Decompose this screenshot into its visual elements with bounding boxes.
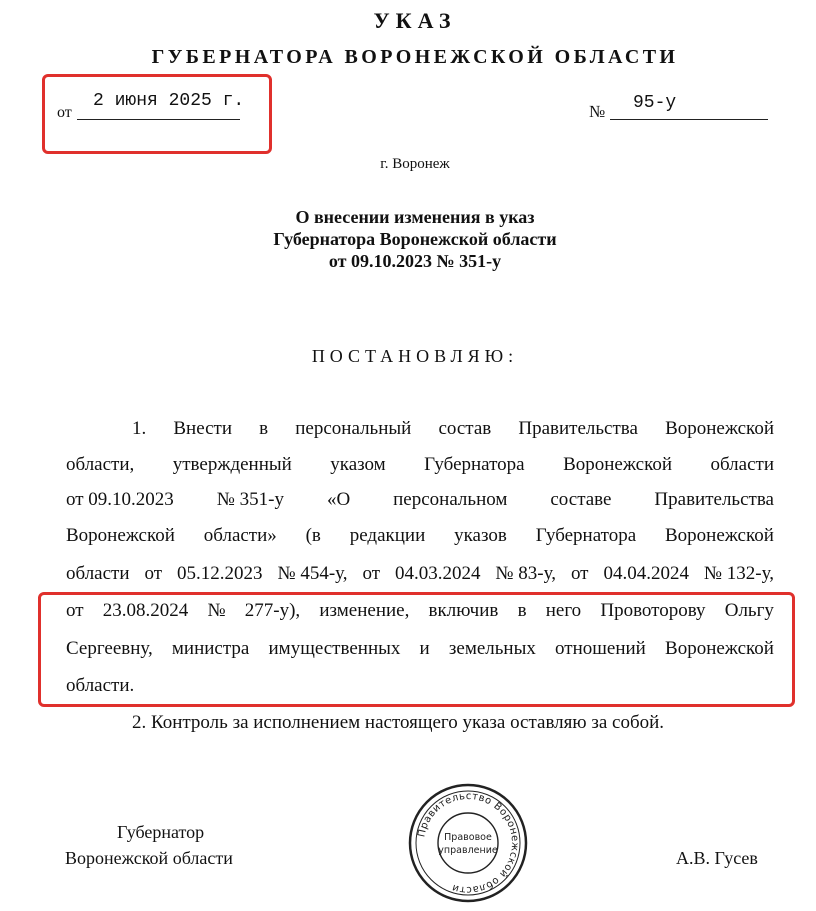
body-word: него bbox=[545, 600, 582, 621]
body-word: № 83-у, bbox=[495, 563, 556, 584]
title-line: О внесении изменения в указ bbox=[295, 207, 535, 227]
body-line bbox=[66, 563, 774, 585]
document-title bbox=[0, 206, 816, 272]
body-word: составе bbox=[550, 489, 612, 510]
body-word: № 454-у, bbox=[277, 563, 348, 584]
body-word: министра bbox=[171, 638, 250, 659]
body-word: от bbox=[144, 563, 163, 584]
city-label: г. Воронеж bbox=[380, 156, 450, 172]
stamp-ring-text: Правительство Воронежской области bbox=[416, 790, 521, 896]
legal-department-stamp bbox=[405, 780, 531, 906]
body-word: Правительства bbox=[654, 489, 774, 510]
number-label: № bbox=[589, 102, 606, 121]
body-word: отношений bbox=[555, 638, 646, 659]
body-word: Ольгу bbox=[724, 600, 774, 621]
body-word: 04.04.2024 bbox=[603, 563, 689, 584]
body-line bbox=[132, 418, 774, 440]
body-word: персональный bbox=[295, 418, 412, 439]
body-word: 05.12.2023 bbox=[176, 563, 263, 584]
body-line: области. bbox=[66, 675, 135, 696]
body-word: 04.03.2024 bbox=[394, 563, 481, 584]
signer-region: Воронежской области bbox=[65, 848, 233, 868]
body-word: земельных bbox=[448, 638, 536, 659]
body-word: в bbox=[259, 418, 269, 439]
control-clause: 2. Контроль за исполнением настоящего указа оставляю за собой. bbox=[132, 712, 665, 733]
body-word: Воронежской bbox=[563, 454, 673, 475]
body-word: Воронежской bbox=[665, 418, 774, 439]
signer-name: А.В. Гусев bbox=[676, 848, 758, 868]
body-line bbox=[66, 525, 774, 547]
amendment-highlight-box bbox=[38, 592, 795, 707]
body-line bbox=[66, 454, 774, 476]
decree-heading: ПОСТАНОВЛЯЮ: bbox=[311, 346, 519, 366]
body-word: области» bbox=[203, 525, 277, 546]
body-word: 23.08.2024 bbox=[102, 600, 189, 621]
body-word: Внести bbox=[173, 418, 233, 439]
body-word: (в bbox=[305, 525, 321, 546]
stamp-center-line: управление bbox=[438, 845, 498, 856]
body-word: Воронежской bbox=[664, 525, 774, 546]
number-underline bbox=[610, 118, 768, 120]
date-label: от bbox=[57, 104, 72, 121]
issuer-heading: ГУБЕРНАТОРА ВОРОНЕЖСКОЙ ОБЛАСТИ bbox=[151, 46, 679, 68]
stamp-center-line: Правовое bbox=[444, 832, 492, 843]
body-word: № bbox=[207, 600, 226, 621]
document-type-heading: УКАЗ bbox=[373, 8, 457, 33]
body-word: Воронежской bbox=[665, 638, 774, 659]
body-word: указом bbox=[330, 454, 386, 475]
body-word: указов bbox=[454, 525, 507, 546]
signer-position: Губернатор bbox=[117, 822, 205, 842]
body-word: области bbox=[66, 563, 130, 584]
body-word: состав bbox=[438, 418, 492, 439]
body-word: включив bbox=[428, 600, 499, 621]
date-value: 2 июня 2025 г. bbox=[93, 91, 245, 111]
body-word: редакции bbox=[349, 525, 426, 546]
body-word: Воронежской bbox=[66, 525, 175, 546]
body-word: № 351-у bbox=[216, 489, 284, 510]
body-word: области bbox=[710, 454, 774, 475]
body-word: от bbox=[362, 563, 381, 584]
body-word: Губернатора bbox=[424, 454, 525, 475]
body-word: от bbox=[66, 600, 84, 621]
stamp-seal-icon bbox=[405, 780, 531, 906]
body-word: № 132-у, bbox=[703, 563, 774, 584]
body-word: 277-у), bbox=[244, 600, 301, 621]
title-line: Губернатора Воронежской области bbox=[273, 229, 557, 249]
body-word: Правительства bbox=[518, 418, 638, 439]
body-word: от bbox=[570, 563, 589, 584]
body-word: 1. bbox=[132, 418, 147, 439]
body-word: Провоторову bbox=[600, 600, 706, 621]
body-word: утвержденный bbox=[172, 454, 292, 475]
number-value: 95-у bbox=[633, 93, 677, 113]
title-line: от 09.10.2023 № 351-у bbox=[328, 251, 502, 271]
body-word: Сергеевну, bbox=[66, 638, 153, 659]
body-word: Губернатора bbox=[535, 525, 637, 546]
body-word: изменение, bbox=[319, 600, 410, 621]
body-word: от 09.10.2023 bbox=[66, 489, 174, 510]
body-word: персональном bbox=[393, 489, 508, 510]
body-word: имущественных bbox=[268, 638, 401, 659]
date-highlight-box bbox=[42, 74, 272, 154]
body-word: области, bbox=[66, 454, 135, 475]
body-word: и bbox=[419, 638, 430, 659]
body-word: «О bbox=[326, 489, 351, 510]
body-word: в bbox=[517, 600, 527, 621]
body-line bbox=[66, 489, 774, 511]
